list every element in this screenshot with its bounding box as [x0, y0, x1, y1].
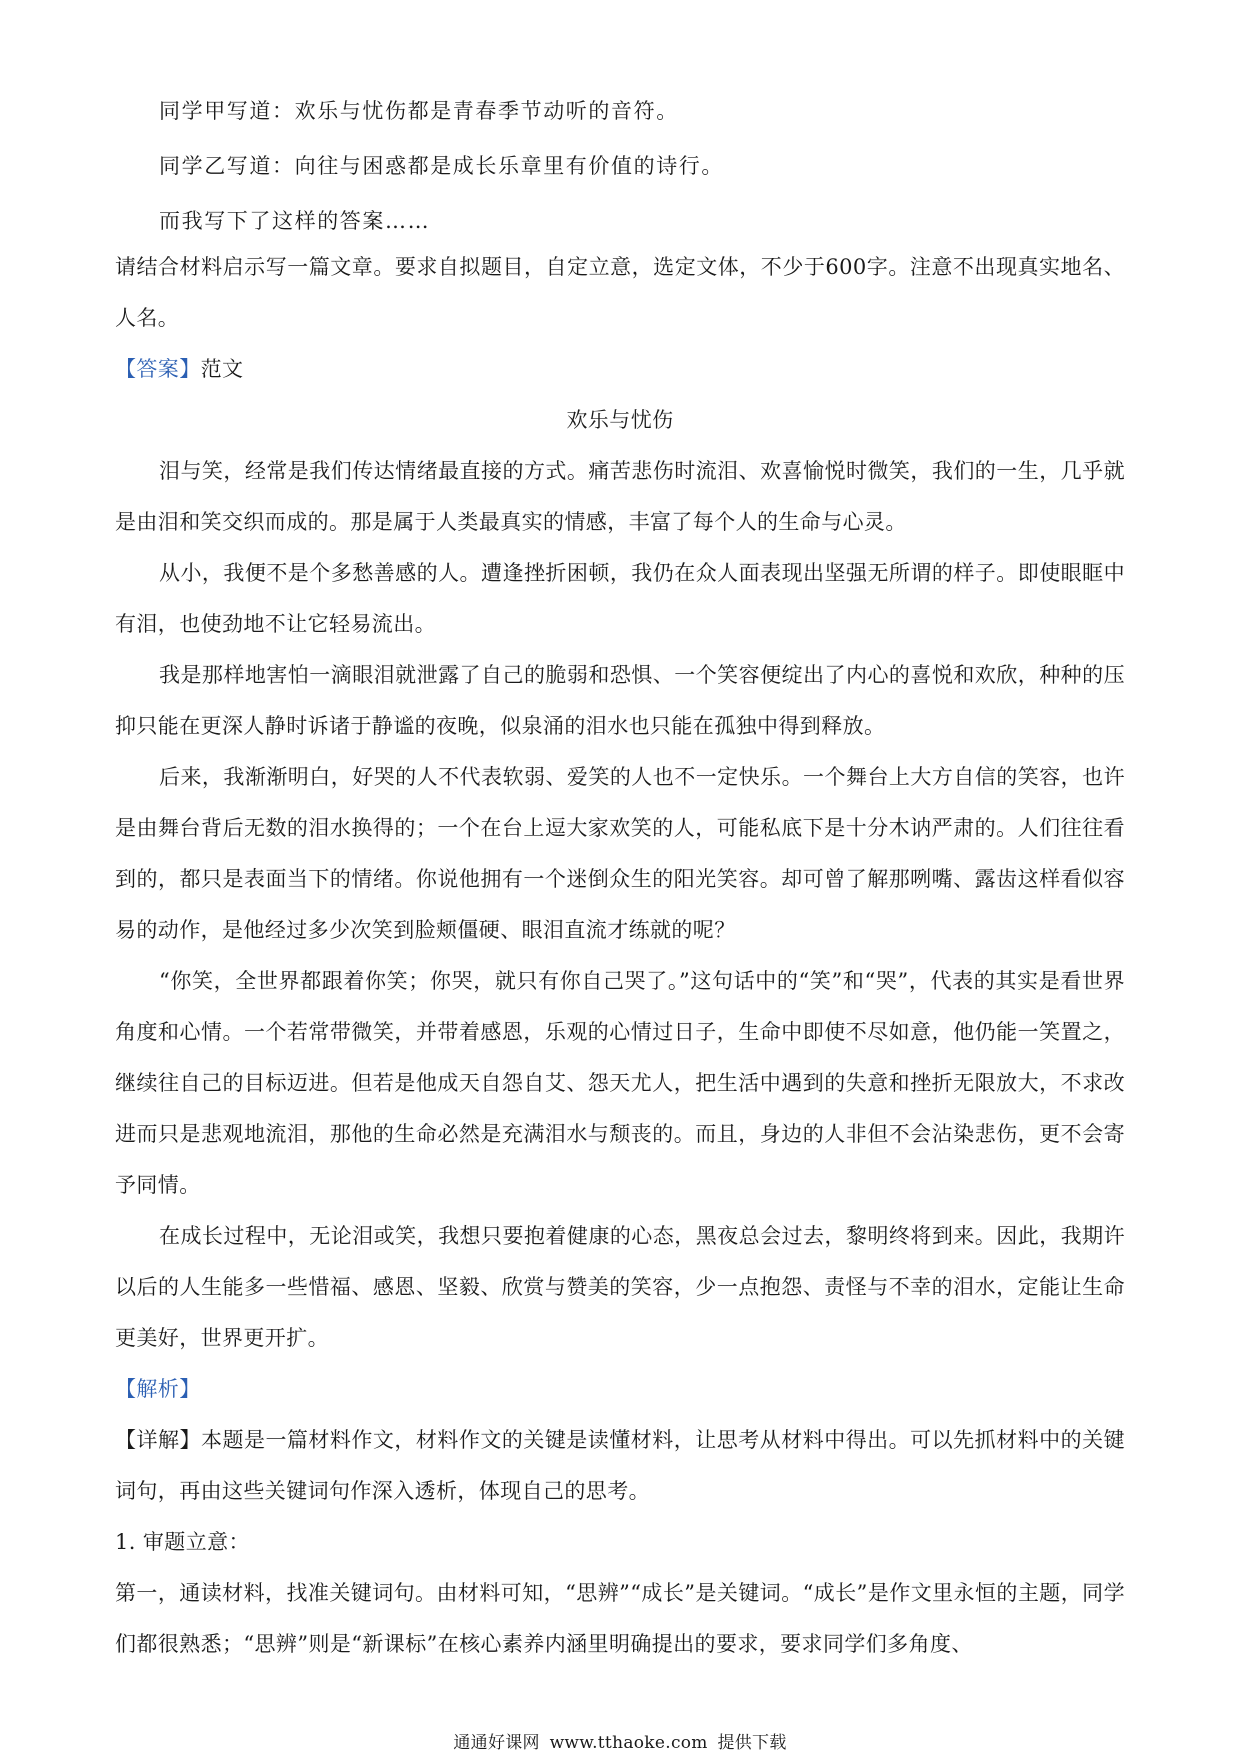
page-footer: [0, 1733, 1240, 1753]
answer-line: [115, 344, 1125, 395]
detail-paragraph: [115, 1415, 1125, 1517]
section-heading: 1. 审题立意：: [115, 1530, 250, 1554]
essay-paragraph-4: 后来，我渐渐明白，好哭的人不代表软弱、爱笑的人也不一定快乐。一个舞台上大方自信的笑容，也许是由舞台背后无数的泪水换得的；一个在台上逗大家欢笑的人，可能私底下是十分木讷严肃的。人们往往看到的，都只是表面当下的情绪。你说他拥有一个迷倒众生的阳光笑容。却可曾了解那咧嘴、露齿这样看似容易的动作，是他经过多少次笑到脸颊僵硬、眼泪直流才练就的呢？: [115, 765, 1125, 942]
material-quote-3: 而我写下了这样的答案……: [159, 209, 431, 233]
footer-site-name: 通通好课网: [453, 1733, 540, 1753]
essay-paragraph-5: “你笑，全世界都跟着你笑；你哭，就只有你自己哭了。”这句话中的“笑”和“哭”，代表的其实是看世界角度和心情。一个若常带微笑，并带着感恩，乐观的心情过日子，生命中即使不尽如意，他仍能一笑置之，继续往自己的目标迈进。但若是他成天自怨自艾、怨天尤人，把生活中遇到的失意和挫折无限放大，不求改进而只是悲观地流泪，那他的生命必然是充满泪水与颓丧的。而且，身边的人非但不会沾染悲伤，更不会寄予同情。: [115, 969, 1125, 1197]
analysis-line: [115, 1364, 1125, 1415]
essay-paragraph-2: 从小，我便不是个多愁善感的人。遭逢挫折困顿，我仍在众人面表现出坚强无所谓的样子。即使眼眶中有泪，也使劲地不让它轻易流出。: [115, 561, 1125, 636]
answer-tag: 【答案】: [115, 357, 201, 381]
writing-prompt: 请结合材料启示写一篇文章。要求自拟题目，自定立意，选定文体，不少于600字。注意不出现真实地名、人名。: [115, 255, 1125, 330]
footer-suffix: 提供下载: [717, 1733, 787, 1753]
material-quote-1: 同学甲写道：欢乐与忧伤都是青春季节动听的音符。: [159, 99, 679, 123]
document-content: [115, 96, 1125, 1670]
analysis-tag: 【解析】: [115, 1377, 201, 1401]
detail-tag: 【详解】: [115, 1428, 201, 1452]
essay-paragraph-1: 泪与笑，经常是我们传达情绪最直接的方式。痛苦悲伤时流泪、欢喜愉悦时微笑，我们的一生，几乎就是由泪和笑交织而成的。那是属于人类最真实的情感，丰富了每个人的生命与心灵。: [115, 459, 1125, 534]
footer-url[interactable]: www.tthaoke.com: [549, 1733, 708, 1753]
material-quote-2: 同学乙写道：向往与困惑都是成长乐章里有价值的诗行。: [159, 154, 724, 178]
section-text: 第一，通读材料，找准关键词句。由材料可知，“思辨”“成长”是关键词。“成长”是作文里永恒的主题，同学们都很熟悉；“思辨”则是“新课标”在核心素养内涵里明确提出的要求，要求同学们多角度、: [115, 1581, 1125, 1656]
essay-paragraph-6: 在成长过程中，无论泪或笑，我想只要抱着健康的心态，黑夜总会过去，黎明终将到来。因此，我期许以后的人生能多一些惜福、感恩、坚毅、欣赏与赞美的笑容，少一点抱怨、责怪与不幸的泪水，定能让生命更美好，世界更开扩。: [115, 1224, 1125, 1350]
detail-text: 本题是一篇材料作文，材料作文的关键是读懂材料，让思考从材料中得出。可以先抓材料中的关键词句，再由这些关键词句作深入透析，体现自己的思考。: [115, 1428, 1125, 1503]
essay-title: 欢乐与忧伤: [566, 408, 674, 432]
essay-paragraph-3: 我是那样地害怕一滴眼泪就泄露了自己的脆弱和恐惧、一个笑容便绽出了内心的喜悦和欢欣，种种的压抑只能在更深人静时诉诸于静谧的夜晚，似泉涌的泪水也只能在孤独中得到释放。: [115, 663, 1125, 738]
answer-label: 范文: [200, 357, 244, 381]
